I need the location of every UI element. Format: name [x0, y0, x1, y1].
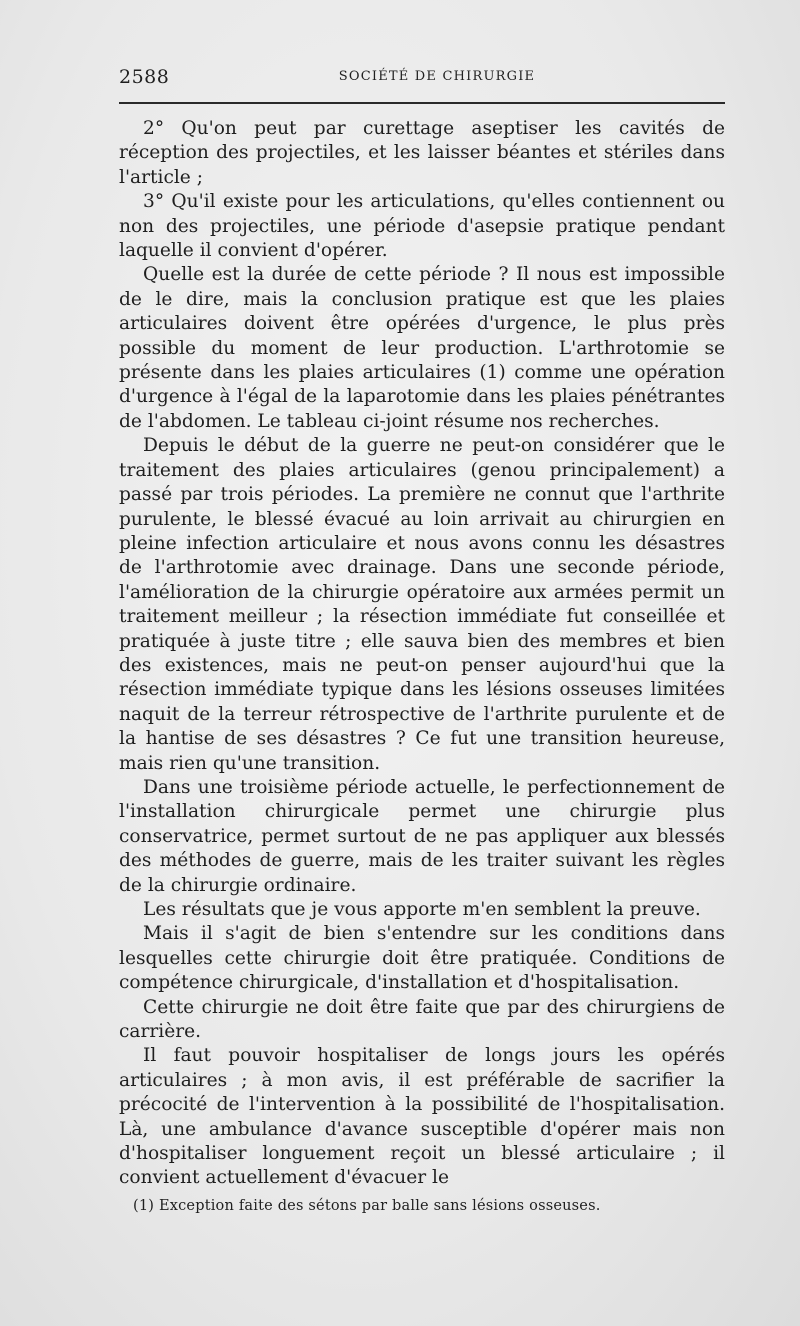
- paragraph: 3° Qu'il existe pour les articulations, qu'elles contiennent ou non des projectiles, une période d'asepsie pratique pendant laquelle il convient d'opérer.: [119, 191, 725, 262]
- paragraph: Cette chirurgie ne doit être faite que par des chirurgiens de carrière.: [119, 996, 725, 1043]
- paragraph: Mais il s'agit de bien s'entendre sur les conditions dans lesquelles cette chirurgie doit être pratiquée. Conditions de compétence chirurgicale, d'installation et d'hospitalisation.: [119, 923, 725, 994]
- paragraph: Les résultats que je vous apporte m'en semblent la preuve.: [143, 899, 701, 920]
- header-rule: [119, 102, 725, 104]
- page-header: [119, 66, 725, 92]
- page-number: 2588: [119, 66, 170, 88]
- body-text: [119, 117, 725, 1191]
- paragraph: Dans une troisième période actuelle, le perfectionnement de l'installation chirurgicale permet une chirurgie plus conservatrice, permet surtout de ne pas appliquer aux blessés des méthodes de guerre, mais de les traiter suivant les règles de la chirurgie ordinaire.: [119, 776, 725, 896]
- paragraph: Il faut pouvoir hospitaliser de longs jours les opérés articulaires ; à mon avis, il est préférable de sacrifier la précocité de l'intervention à la possibilité de l'hospitalisation. Là, une ambulance d'avance susceptible d'opérer mais non d'hospitaliser longuement reçoit un blessé articulaire ; il convient actuellement d'évacuer le: [119, 1045, 725, 1189]
- running-title: SOCIÉTÉ DE CHIRURGIE: [338, 69, 536, 84]
- paragraph: Depuis le début de la guerre ne peut-on considérer que le traitement des plaies articulaires (genou principalement) a passé par trois périodes. La première ne connut que l'arthrite purulente, le blessé évacué au loin arrivait au chirurgien en pleine infection articulaire et nous avons connu les désastres de l'arthrotomie avec drainage. Dans une seconde période, l'amélioration de la chirurgie opératoire aux armées permit un traitement meilleur ; la résection immédiate fut conseillée et pratiquée à juste titre ; elle sauva bien des membres et bien des existences, mais ne peut-on penser aujourd'hui que la résection immédiate typique dans les lésions osseuses limitées naquit de la terreur rétrospective de l'arthrite purulente et de la hantise de ses désastres ? Ce fut une transition heureuse, mais rien qu'une transition.: [119, 435, 725, 774]
- footnote: (1) Exception faite des sétons par balle sans lésions osseuses.: [133, 1198, 601, 1214]
- paragraph: 2° Qu'on peut par curettage aseptiser les cavités de réception des projectiles, et les laisser béantes et stériles dans l'article ;: [119, 118, 725, 188]
- paragraph: Quelle est la durée de cette période ? Il nous est impossible de le dire, mais la conclusion pratique est que les plaies articulaires doivent être opérées d'urgence, le plus près possible du moment de leur production. L'arthrotomie se présente dans les plaies articulaires (1) comme une opération d'urgence à l'égal de la laparotomie dans les plaies pénétrantes de l'abdomen. Le tableau ci-joint résume nos recherches.: [119, 264, 725, 432]
